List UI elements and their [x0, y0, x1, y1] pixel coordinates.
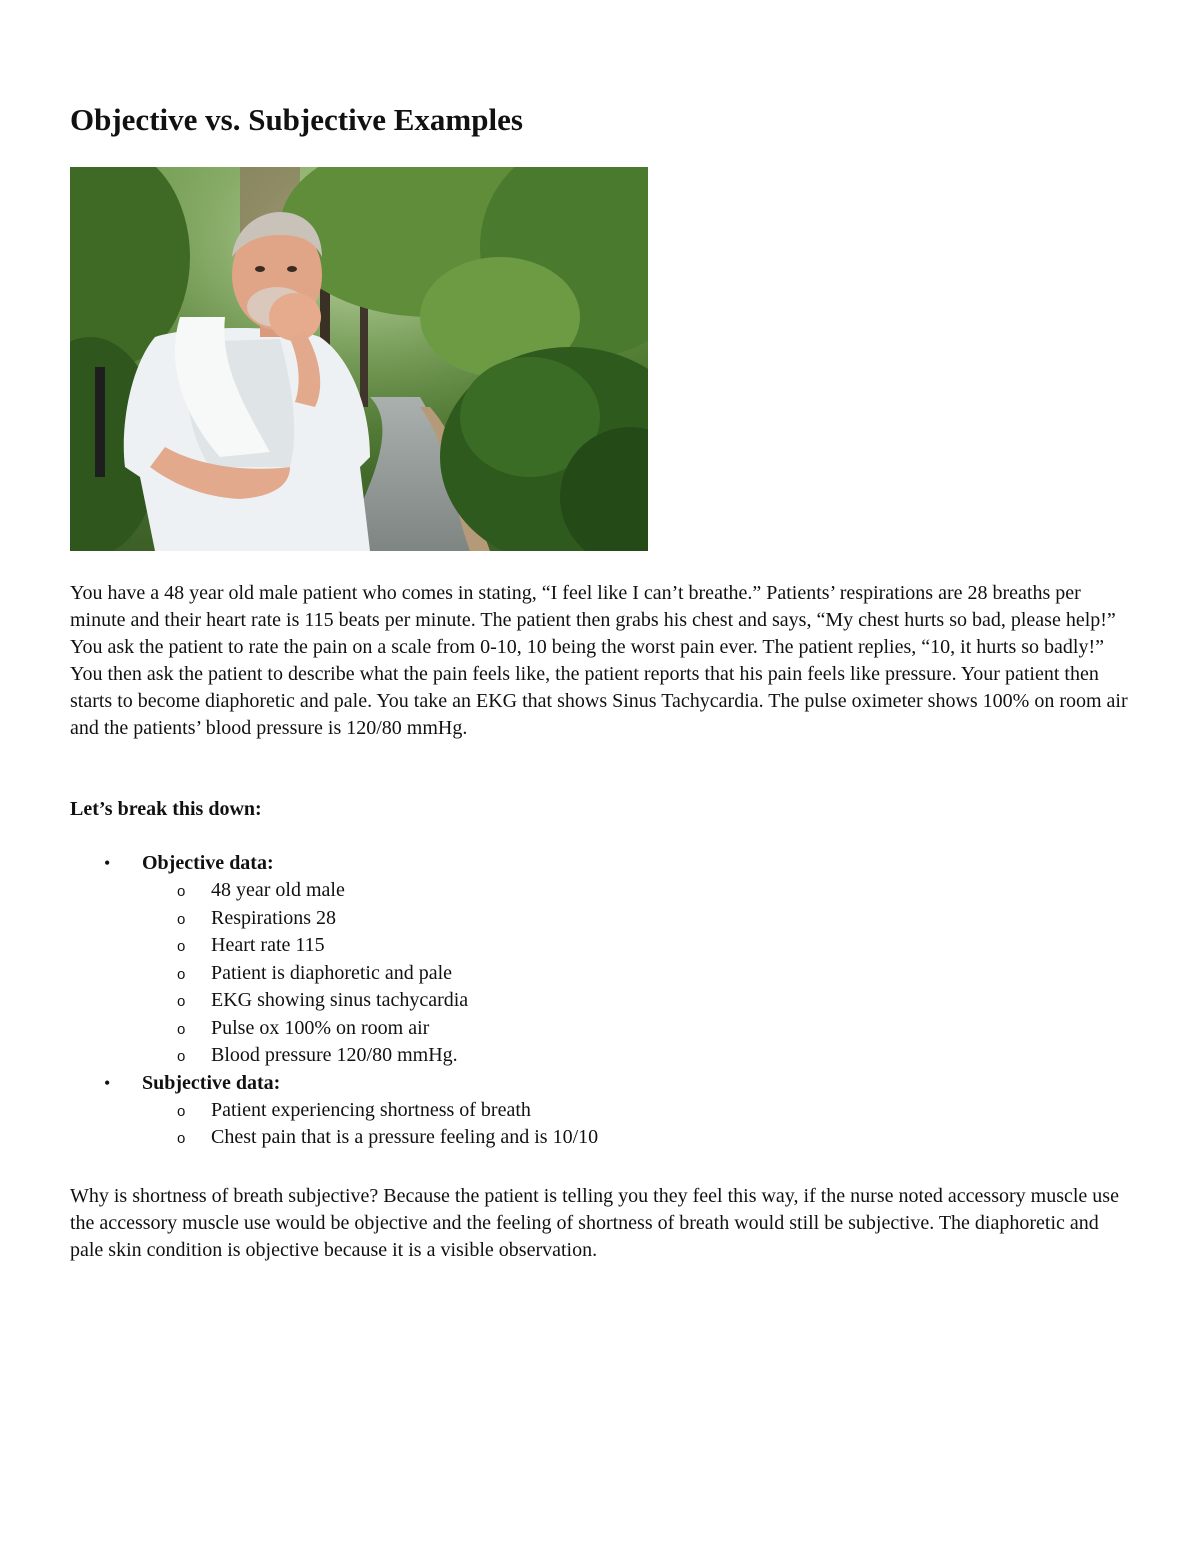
objective-item-text: Respirations 28 — [211, 906, 336, 929]
objective-list-item — [70, 932, 1070, 960]
subjective-data-item — [70, 1070, 1070, 1097]
sub-bullet-icon: o — [177, 1130, 186, 1147]
document-title: Objective vs. Subjective Examples — [70, 102, 523, 137]
subjective-item-text: Chest pain that is a pressure feeling and is 10/10 — [211, 1126, 599, 1148]
data-breakdown-list — [70, 850, 1070, 1152]
sub-bullet-icon: o — [177, 1020, 186, 1038]
objective-item-text: Pulse ox 100% on room air — [211, 1016, 430, 1039]
sub-bullet-icon: o — [177, 938, 186, 955]
objective-list-item — [70, 960, 1070, 988]
subjective-item-text: Patient experiencing shortness of breath — [211, 1098, 531, 1121]
objective-list-item — [70, 987, 1070, 1015]
sub-bullet-icon: o — [177, 1048, 186, 1065]
objective-item-text: 48 year old male — [211, 879, 345, 901]
sub-bullet-icon: o — [177, 993, 186, 1010]
subjective-list-item — [70, 1097, 1070, 1125]
objective-item-text: Heart rate 115 — [211, 934, 325, 956]
sub-bullet-icon: o — [177, 1102, 186, 1120]
explanation-paragraph: Why is shortness of breath subjective? Because the patient is telling you they feel this way, if the nurse noted accessory muscle use the accessory muscle use would be objective and the feeling of shortness of breath would still be subjective. The diaphoretic and pale skin condition is objective because it is a visible observation. — [70, 1185, 1119, 1261]
objective-list-item — [70, 905, 1070, 933]
sub-bullet-icon: o — [177, 883, 186, 900]
objective-list-item — [70, 1015, 1070, 1043]
scenario-paragraph: You have a 48 year old male patient who comes in stating, “I feel like I can’t breathe.” Patients’ respirations are 28 breaths per minute and their heart rate is 115 beats per minute. The patient then grabs his chest and says, “My chest hurts so bad, please help!” You ask the patient to rate the pain on a scale from 0-10, 10 being the worst pain ever. The patient replies, “10, it hurts so badly!” You then ask the patient to describe what the pain feels like, the patient reports that his pain feels like pressure. Your patient then starts to become diaphoretic and pale. You take an EKG that shows Sinus Tachycardia. The pulse oximeter shows 100% on room air and the patients’ blood pressure is 120/80 mmHg. — [70, 582, 1128, 739]
sub-bullet-icon: o — [177, 910, 186, 928]
objective-data-item — [70, 850, 1070, 877]
patient-photo — [70, 167, 648, 551]
sub-bullet-icon: o — [177, 965, 186, 983]
bullet-icon: • — [104, 853, 111, 873]
objective-list-item — [70, 1042, 1070, 1070]
objective-item-text: Patient is diaphoretic and pale — [211, 961, 453, 984]
bullet-icon: • — [104, 1072, 111, 1093]
subjective-list-item — [70, 1124, 1070, 1152]
objective-item-text: EKG showing sinus tachycardia — [211, 989, 469, 1011]
objective-data-label: Objective data: — [142, 852, 274, 874]
breakdown-heading: Let’s break this down: — [70, 798, 262, 820]
subjective-data-label: Subjective data: — [142, 1071, 281, 1094]
objective-list-item — [70, 877, 1070, 905]
objective-item-text: Blood pressure 120/80 mmHg. — [211, 1044, 458, 1066]
